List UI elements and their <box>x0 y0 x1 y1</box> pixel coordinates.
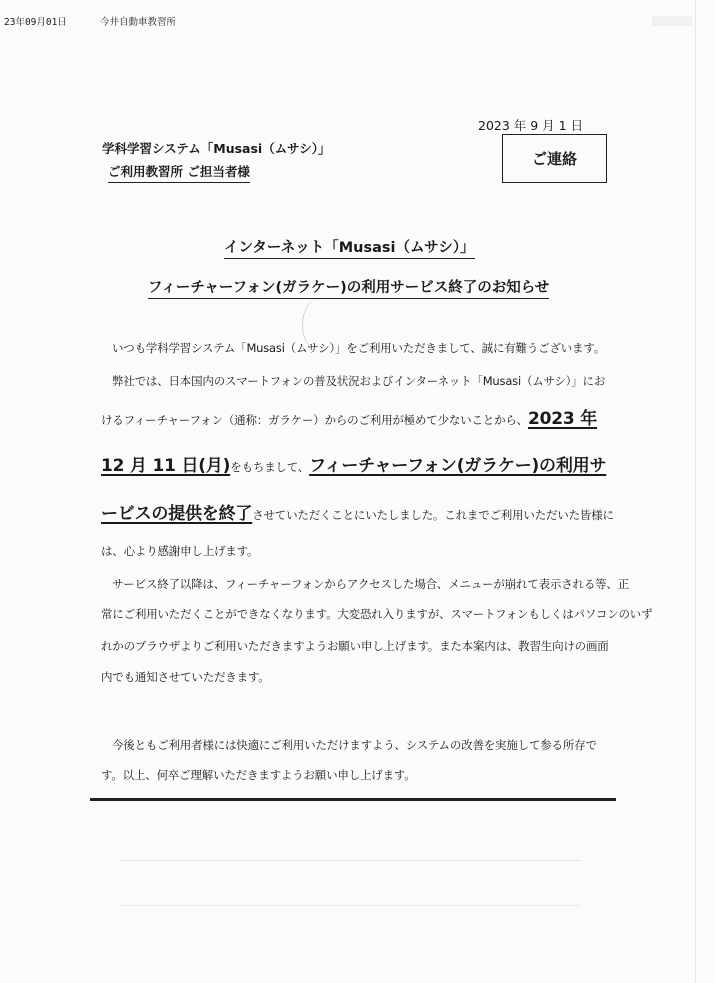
notice-label-box <box>502 134 607 183</box>
body-paragraph-2-line-3 <box>101 451 606 476</box>
body-text: をもちまして、 <box>230 460 310 474</box>
scan-artifact-line <box>120 860 580 861</box>
body-paragraph-3-line-3: れかのブラウザよりご利用いただきますようお願い申し上げます。また本案内は、教習生向けの画面 <box>101 639 609 653</box>
body-paragraph-3-line-4: 内でも通知させていただきます。 <box>101 670 270 684</box>
recipient-line-2: ご利用教習所 ご担当者様 <box>108 162 250 183</box>
body-paragraph-2-line-2 <box>101 404 597 429</box>
recipient-line-1: 学科学習システム「Musasi（ムサシ）」 <box>102 141 331 156</box>
scan-artifact-line <box>120 905 580 906</box>
body-text: けるフィーチャーフォン（通称：ガラケー）からのご利用が極めて少ないことから、 <box>101 413 528 427</box>
body-paragraph-4-line-2: す。以上、何卒ご理解いただきますようお願い申し上げます。 <box>101 768 416 782</box>
body-text: させていただくことにいたしました。これまでご利用いただいた皆様に <box>252 508 614 522</box>
emphasis-date-year: 2023 年 <box>527 409 598 429</box>
document-title-line-2: フィーチャーフォン(ガラケー)の利用サービス終了のお知らせ <box>148 276 549 299</box>
fax-header-sender: 今井自動車教習所 <box>100 17 177 28</box>
body-paragraph-4-line-1: 今後ともご利用者様には快適にご利用いただけますよう、システムの改善を実施して参る所存で <box>112 738 597 752</box>
scan-artifact <box>652 16 692 26</box>
body-paragraph-1: いつも学科学習システム「Musasi（ムサシ）」をご利用いただきまして、誠に有難うございます。 <box>112 341 606 355</box>
document-title-line-1: インターネット「Musasi（ムサシ）」 <box>224 236 475 259</box>
notice-label: ご連絡 <box>531 150 577 168</box>
body-paragraph-3-line-1: サービス終了以降は、フィーチャーフォンからアクセスした場合、メニューが崩れて表示される等、正 <box>112 577 630 591</box>
body-paragraph-3-line-2: 常にご利用いただくことができなくなります。大変恐れ入りますが、スマートフォンもしくはパソコンのいず <box>101 607 653 621</box>
emphasis-service: フィーチャーフォン(ガラケー)の利用サ <box>309 456 607 476</box>
emphasis-end-of-service: ービスの提供を終了 <box>101 504 253 524</box>
scan-edge-line <box>695 0 696 983</box>
fax-header-date: 23年09月01日 <box>4 17 67 28</box>
body-paragraph-2-line-1: 弊社では、日本国内のスマートフォンの普及状況およびインターネット「Musasi（ムサシ）」にお <box>112 374 606 388</box>
bottom-divider <box>90 798 616 801</box>
emphasis-date: 12 月 11 日(月) <box>101 456 231 476</box>
body-paragraph-2-line-4 <box>101 499 614 524</box>
body-paragraph-2-line-5: は、心より感謝申し上げます。 <box>101 544 259 558</box>
issue-date: 2023 年 9 月 1 日 <box>478 118 584 133</box>
